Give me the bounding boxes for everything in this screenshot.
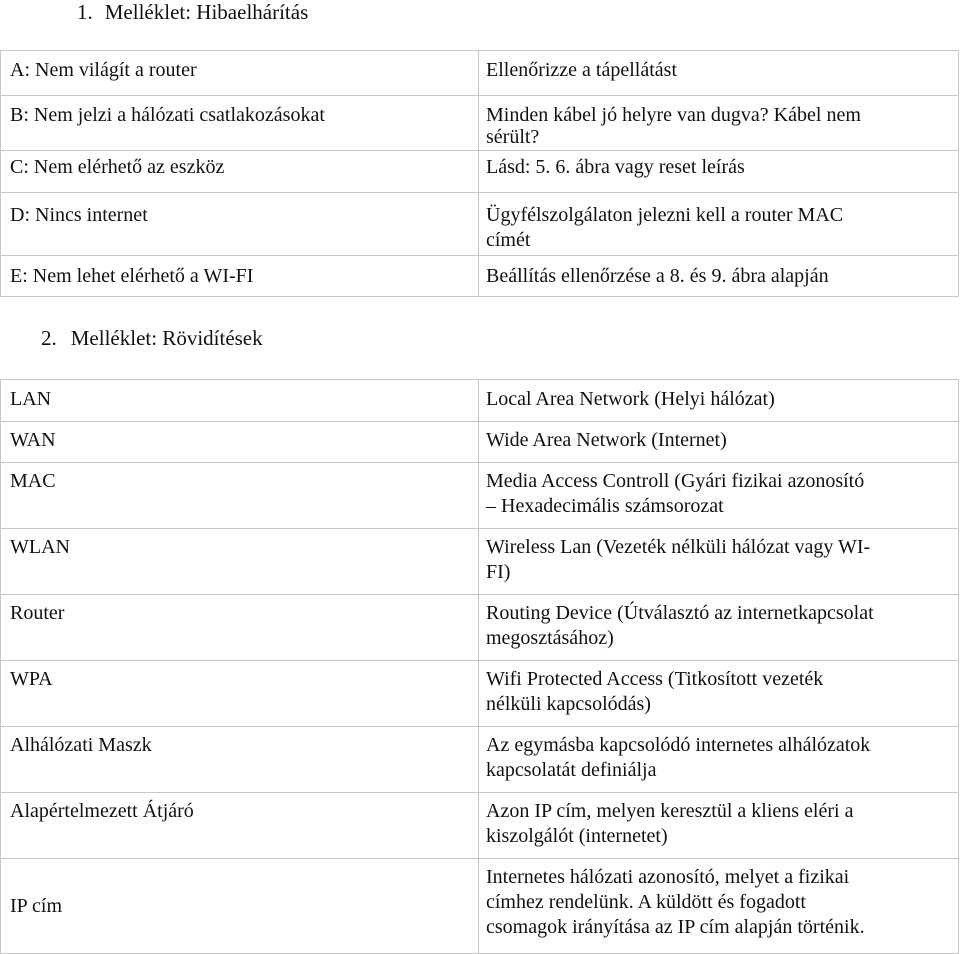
problem-cell: C: Nem elérhető az eszköz — [1, 151, 479, 193]
definition-cell: Wireless Lan (Vezeték nélküli hálózat vagy WI- FI) — [479, 529, 959, 595]
section-2-title: Melléklet: Rövidítések — [70, 326, 263, 350]
definition-cell: Internetes hálózati azonosító, melyet a fizikai címhez rendelünk. A küldött és fogadott csomagok irányítása az IP cím alapján történik. — [479, 859, 959, 954]
solution-cell: Beállítás ellenőrzése a 8. és 9. ábra alapján — [479, 256, 959, 297]
definition-cell: Local Area Network (Helyi hálózat) — [479, 380, 959, 422]
solution-cell: Minden kábel jó helyre van dugva? Kábel nem sérült? — [479, 96, 959, 151]
term-cell: MAC — [1, 463, 479, 529]
table-row — [1, 422, 959, 463]
definition-cell: Az egymásba kapcsolódó internetes alhálózatok kapcsolatát definiálja — [479, 727, 959, 793]
solution-cell: Ügyfélszolgálaton jelezni kell a router MAC címét — [479, 193, 959, 256]
section-1-number: 1. — [77, 0, 93, 24]
problem-cell: E: Nem lehet elérhető a WI-FI — [1, 256, 479, 297]
table-row — [1, 96, 959, 151]
table-row — [1, 193, 959, 256]
table-row — [1, 595, 959, 661]
abbreviations-table — [0, 379, 959, 954]
table-row — [1, 463, 959, 529]
term-cell: WLAN — [1, 529, 479, 595]
table-row — [1, 859, 959, 954]
term-cell: Alapértelmezett Átjáró — [1, 793, 479, 859]
table-row — [1, 380, 959, 422]
section-1-title: Melléklet: Hibaelhárítás — [104, 0, 309, 24]
definition-cell: Wide Area Network (Internet) — [479, 422, 959, 463]
definition-cell: Wifi Protected Access (Titkosított vezeték nélküli kapcsolódás) — [479, 661, 959, 727]
solution-cell: Ellenőrizze a tápellátást — [479, 51, 959, 96]
solution-cell: Lásd: 5. 6. ábra vagy reset leírás — [479, 151, 959, 193]
definition-cell: Routing Device (Útválasztó az internetkapcsolat megosztásához) — [479, 595, 959, 661]
table-row — [1, 256, 959, 297]
table-row — [1, 51, 959, 96]
troubleshooting-table — [0, 50, 959, 297]
table-row — [1, 529, 959, 595]
term-cell: Alhálózati Maszk — [1, 727, 479, 793]
problem-cell: B: Nem jelzi a hálózati csatlakozásokat — [1, 96, 479, 151]
term-cell: LAN — [1, 380, 479, 422]
term-cell: WPA — [1, 661, 479, 727]
table-row — [1, 151, 959, 193]
term-cell: Router — [1, 595, 479, 661]
problem-cell: A: Nem világít a router — [1, 51, 479, 96]
section-2-number: 2. — [41, 326, 57, 350]
section-2-heading — [41, 326, 263, 351]
problem-cell: D: Nincs internet — [1, 193, 479, 256]
term-cell: WAN — [1, 422, 479, 463]
term-cell: IP cím — [1, 859, 479, 954]
table-row — [1, 727, 959, 793]
definition-cell: Azon IP cím, melyen keresztül a kliens eléri a kiszolgálót (internetet) — [479, 793, 959, 859]
definition-cell: Media Access Controll (Gyári fizikai azonosító – Hexadecimális számsorozat — [479, 463, 959, 529]
table-row — [1, 793, 959, 859]
table-row — [1, 661, 959, 727]
section-1-heading — [77, 0, 308, 25]
